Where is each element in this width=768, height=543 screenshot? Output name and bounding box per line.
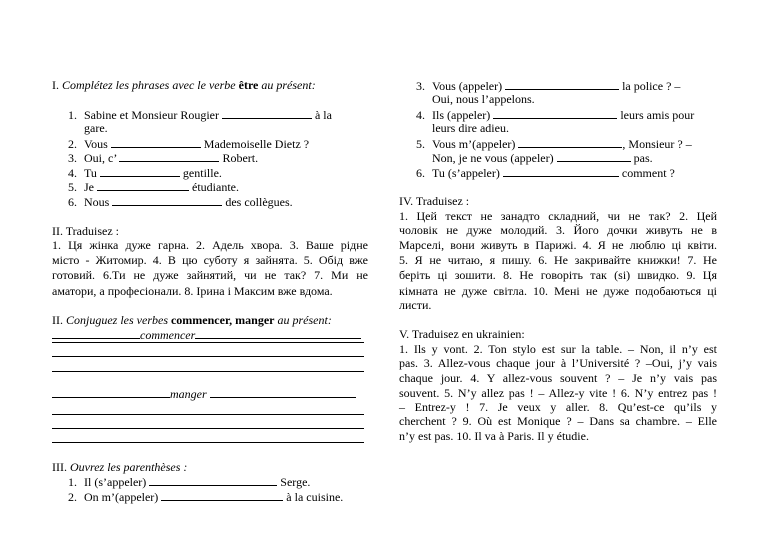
exercise-item bbox=[68, 107, 332, 122]
exercise-item bbox=[68, 150, 258, 165]
blank-field[interactable] bbox=[161, 489, 283, 501]
item-text: Nous bbox=[84, 195, 110, 209]
item-continuation-text: Non, je ne vous (appeler) bbox=[432, 151, 554, 165]
paragraph-line: Марселі, вони живуть в Парижі. 4. Я не люблю ці квіти. bbox=[399, 238, 717, 252]
paragraph-line: 5. Я не читаю, я пишу. 6. Не закривайте книжки! 7. Не bbox=[399, 253, 717, 267]
blank-field[interactable] bbox=[222, 107, 312, 119]
item-number: 4. bbox=[68, 166, 77, 180]
paragraph-line: кімната не дуже світла. 10. Мені не дуже подобаються ці bbox=[399, 284, 717, 298]
section-3-verbs: commencer, manger bbox=[170, 313, 275, 327]
item-text-end: à la bbox=[314, 108, 332, 122]
item-number: 6. bbox=[416, 166, 425, 180]
section-3-heading bbox=[52, 313, 332, 327]
item-text-end: étudiante. bbox=[192, 180, 239, 194]
section-3-title: Conjuguez les verbes bbox=[66, 313, 168, 327]
section-3-numeral: II. bbox=[52, 313, 63, 327]
item-number: 5. bbox=[416, 137, 425, 151]
section-v-title: V. Traduisez en ukrainien: bbox=[399, 327, 525, 341]
paragraph-line: готовий. 6.Ти не дуже зайнятий, чи не так? 7. Ми не bbox=[52, 268, 368, 282]
section-4-title: Ouvrez les parenthèses : bbox=[70, 460, 188, 474]
exercise-item bbox=[416, 78, 680, 93]
item-continuation-end: pas. bbox=[633, 151, 653, 165]
paragraph-line: беріть ці зошити. 8. Не говоріть так (sі) швидко. 9. Ця bbox=[399, 268, 717, 282]
section-4-numeral: III. bbox=[52, 460, 67, 474]
item-text-end: leurs amis pour bbox=[620, 108, 695, 122]
blank-field[interactable] bbox=[111, 136, 201, 148]
section-iv-title: IV. Traduisez : bbox=[399, 194, 470, 208]
exercise-item bbox=[68, 179, 239, 194]
blank-field[interactable] bbox=[195, 327, 361, 339]
blank-field[interactable] bbox=[518, 136, 622, 148]
item-text: Oui, c’ bbox=[84, 151, 117, 165]
blank-field[interactable] bbox=[557, 150, 631, 162]
blank-field[interactable] bbox=[119, 150, 219, 162]
exercise-item bbox=[416, 136, 692, 151]
paragraph-line: місто - Житомир. 4. В цю суботу я зайнята. 5. Обід вже bbox=[52, 253, 368, 267]
exercise-item bbox=[68, 474, 310, 489]
blank-field[interactable] bbox=[210, 386, 356, 398]
paragraph-line: аматори, а професіонали. 8. Ірина і Максим вже вдома. bbox=[52, 284, 333, 298]
blank-field[interactable] bbox=[100, 165, 180, 177]
item-text: Vous m’(appeler) bbox=[432, 137, 516, 151]
item-text-end: des collègues. bbox=[225, 195, 293, 209]
paragraph-line: чоловік не дуже молодий. 3. Його дочки живуть не в bbox=[399, 223, 717, 237]
section-3-title-end: au présent: bbox=[277, 313, 332, 327]
item-text-end: Robert. bbox=[222, 151, 259, 165]
blank-field[interactable] bbox=[52, 327, 140, 339]
item-text: Sabine et Monsieur Rougier bbox=[84, 108, 219, 122]
answer-line[interactable] bbox=[52, 442, 364, 443]
blank-field[interactable] bbox=[493, 107, 617, 119]
item-text-end: la police ? – bbox=[622, 79, 681, 93]
item-number: 6. bbox=[68, 195, 77, 209]
answer-line[interactable] bbox=[52, 371, 364, 372]
blank-field[interactable] bbox=[505, 78, 619, 90]
exercise-item bbox=[416, 165, 675, 180]
section-1-verb: être bbox=[238, 78, 259, 92]
item-number: 2. bbox=[68, 137, 77, 151]
verb-label: commencer bbox=[140, 328, 196, 342]
exercise-item bbox=[68, 136, 309, 151]
answer-line[interactable] bbox=[52, 356, 364, 357]
blank-field[interactable] bbox=[97, 179, 189, 191]
item-text-end: Serge. bbox=[280, 475, 311, 489]
paragraph-line: souvent. 5. N’y allez pas ! – Allez-y vite ! 6. N’y entrez pas ! bbox=[399, 386, 717, 400]
paragraph-line: pas. 3. Allez-vous chaque jour à l’Université ? –Oui, j’y vais bbox=[399, 356, 717, 370]
conjugation-header-1 bbox=[52, 327, 361, 342]
blank-field[interactable] bbox=[52, 386, 170, 398]
item-text: On m’(appeler) bbox=[84, 490, 159, 504]
section-1-title: Complétez les phrases avec le verbe bbox=[62, 78, 236, 92]
item-number: 5. bbox=[68, 180, 77, 194]
item-text-end: à la cuisine. bbox=[286, 490, 344, 504]
answer-line[interactable] bbox=[52, 428, 364, 429]
paragraph-line: chaque jour. 4. Y allez-vous souvent ? – Je n’y vais pas bbox=[399, 371, 717, 385]
item-text: Il (s’appeler) bbox=[84, 475, 147, 489]
paragraph-line: листи. bbox=[399, 298, 432, 312]
item-text: Ils (appeler) bbox=[432, 108, 491, 122]
item-continuation: Oui, nous l’appelons. bbox=[432, 92, 535, 106]
exercise-item bbox=[68, 489, 343, 504]
blank-field[interactable] bbox=[503, 165, 619, 177]
exercise-item bbox=[68, 194, 293, 209]
conjugation-header-2 bbox=[52, 386, 356, 401]
item-continuation bbox=[432, 150, 653, 165]
item-text-end: comment ? bbox=[621, 166, 675, 180]
item-text: Vous (appeler) bbox=[432, 79, 503, 93]
section-1-numeral: I. bbox=[52, 78, 59, 92]
item-text-end: , Monsieur ? – bbox=[622, 137, 692, 151]
item-text: Tu (s’appeler) bbox=[432, 166, 500, 180]
exercise-item bbox=[68, 165, 222, 180]
blank-field[interactable] bbox=[112, 194, 222, 206]
item-number: 4. bbox=[416, 108, 425, 122]
blank-field[interactable] bbox=[149, 474, 277, 486]
paragraph-line: n’y est pas. 10. Il va à Paris. Il y étudie. bbox=[399, 429, 589, 443]
section-1-heading bbox=[52, 78, 316, 92]
section-2-title: II. Traduisez : bbox=[52, 224, 119, 238]
verb-label: manger bbox=[170, 387, 207, 401]
item-continuation: leurs dire adieu. bbox=[432, 121, 509, 135]
item-number: 1. bbox=[68, 475, 77, 489]
section-1-title-end: au présent: bbox=[261, 78, 316, 92]
paragraph-line: – Entrez-y ! 7. Je veux y aller. 8. Qu’est-ce qu’ils y bbox=[399, 400, 717, 414]
item-text-end: Mademoiselle Dietz ? bbox=[203, 137, 310, 151]
section-4-heading bbox=[52, 460, 187, 474]
paragraph-line: 1. Ця жінка дуже гарна. 2. Адель хвора. 3. Ваше рідне bbox=[52, 238, 368, 252]
item-number: 3. bbox=[68, 151, 77, 165]
item-continuation: gare. bbox=[84, 121, 108, 135]
item-number: 3. bbox=[416, 79, 425, 93]
paragraph-line: 1. Ils y vont. 2. Ton stylo est sur la table. – Non, il n’y est bbox=[399, 342, 717, 356]
item-text-end: gentille. bbox=[182, 166, 222, 180]
item-text: Je bbox=[84, 180, 94, 194]
answer-line[interactable] bbox=[52, 414, 364, 415]
item-text: Tu bbox=[84, 166, 97, 180]
item-number: 1. bbox=[68, 108, 77, 122]
exercise-item bbox=[416, 107, 694, 122]
paragraph-line: 1. Цей текст не занадто складний, чи не так? 2. Цей bbox=[399, 209, 717, 223]
item-number: 2. bbox=[68, 490, 77, 504]
paragraph-line: cherchent ? 9. Où est Monique ? – Dans sa chambre. – Elle bbox=[399, 414, 717, 428]
answer-line[interactable] bbox=[52, 342, 364, 343]
item-text: Vous bbox=[84, 137, 108, 151]
